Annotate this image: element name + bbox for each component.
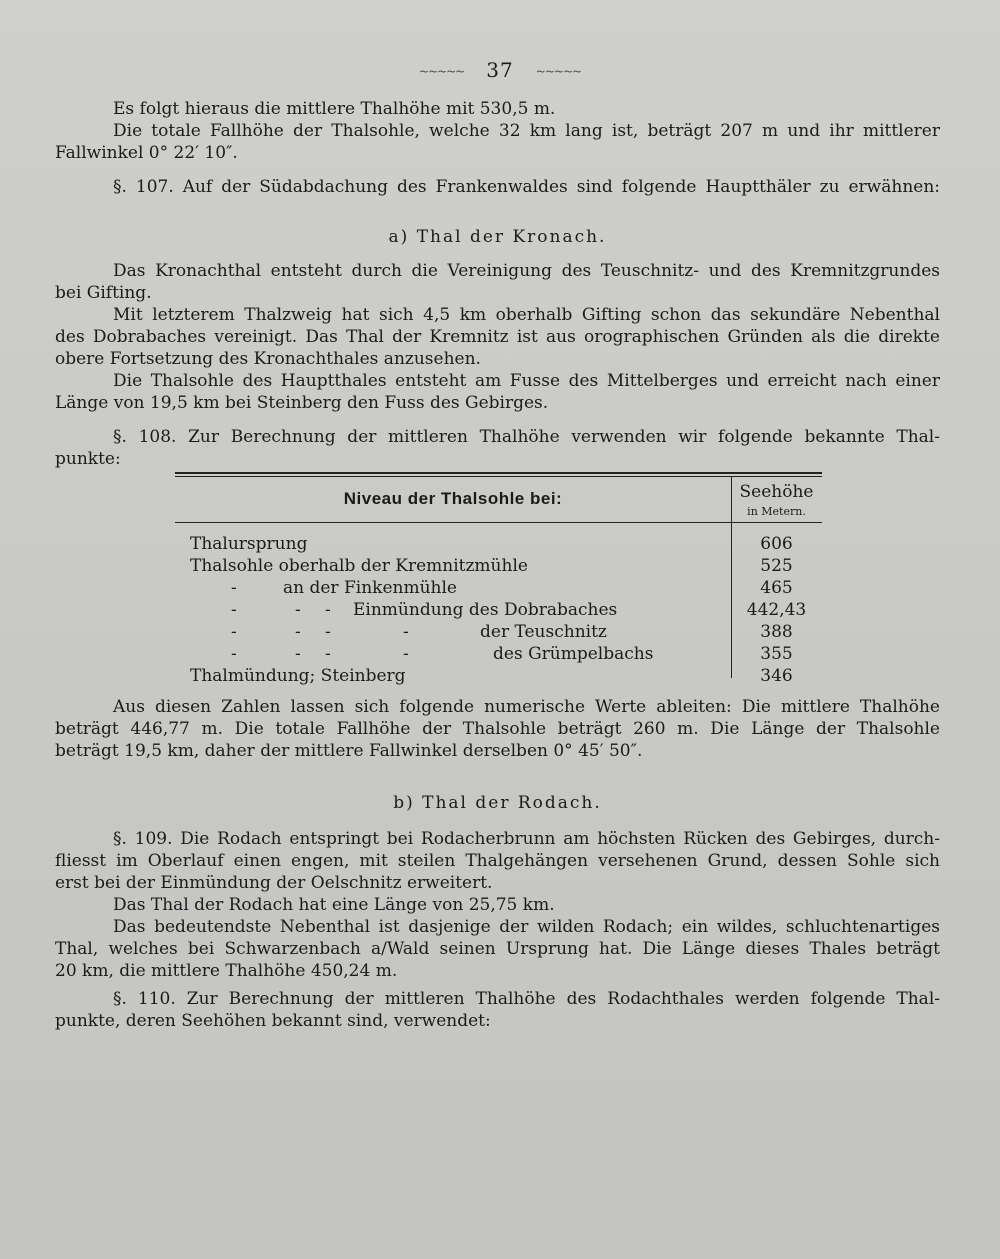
table-header-unit: in Metern. (747, 505, 806, 518)
text-line: beträgt 19,5 km, daher der mittlere Fallwinkel derselben 0° 45′ 50″. (55, 741, 643, 761)
text-line: §. 108. Zur Berechnung der mittleren Thalhöhe verwenden wir folgende bekannte Thal- (113, 427, 940, 447)
intro-block (55, 98, 940, 164)
ditto-mark: - (231, 578, 237, 598)
ditto-mark: - (403, 644, 409, 664)
table-row (175, 578, 822, 600)
text-line: 20 km, die mittlere Thalhöhe 450,24 m. (55, 961, 398, 981)
row-value: 346 (760, 666, 793, 686)
text-line: beträgt 446,77 m. Die totale Fallhöhe der Thalsohle beträgt 260 m. Die Länge der Thalsohle (55, 719, 940, 739)
text-line: §. 107. Auf der Südabdachung des Frankenwaldes sind folgende Hauptthäler zu erwähnen: (113, 177, 940, 197)
text-line: Die totale Fallhöhe der Thalsohle, welche 32 km lang ist, beträgt 207 m und ihr mittlerer (113, 121, 940, 141)
ditto-mark: - (325, 644, 331, 664)
text-line: bei Gifting. (55, 283, 152, 303)
table-header-level: Niveau der Thalsohle bei: (343, 489, 563, 508)
row-value: 525 (760, 556, 793, 576)
paragraph-kronach (55, 260, 940, 414)
ditto-mark: - (231, 644, 237, 664)
row-label: Thalmündung; Steinberg (190, 666, 406, 686)
table-row (175, 666, 822, 688)
table-header-rule (175, 522, 822, 523)
row-label: Einmündung des Dobrabaches (353, 600, 618, 620)
row-label: Thalsohle oberhalb der Kremnitzmühle (190, 556, 528, 576)
ditto-mark: - (295, 644, 301, 664)
paragraph-after-table (55, 696, 940, 762)
section-110 (55, 988, 940, 1032)
table-row (175, 644, 822, 666)
row-value: 606 (760, 534, 793, 554)
page-number: 37 (486, 58, 514, 82)
text-line: obere Fortsetzung des Kronachthales anzusehen. (55, 349, 481, 369)
table-header-elevation: Seehöhe (739, 482, 814, 502)
section-heading: a) Thal der Kronach. (388, 227, 607, 247)
ditto-mark: - (231, 622, 237, 642)
text-line: punkte: (55, 449, 121, 469)
row-label: des Grümpelbachs (493, 644, 654, 664)
text-line: Die Thalsohle des Hauptthales entsteht am Fusse des Mittelberges und erreicht nach einer (113, 371, 940, 391)
row-label: Thalursprung (190, 534, 308, 554)
row-value: 355 (760, 644, 793, 664)
ditto-mark: - (295, 600, 301, 620)
table-rule (175, 476, 822, 477)
ditto-mark: - (325, 622, 331, 642)
section-108 (55, 426, 940, 470)
section-107 (55, 176, 940, 198)
ditto-mark: - (231, 600, 237, 620)
row-value: 442,43 (746, 600, 807, 620)
text-line: Das Kronachthal entsteht durch die Vereinigung des Teuschnitz- und des Kremnitzgrundes (113, 261, 940, 281)
row-label: an der Finkenmühle (283, 578, 457, 598)
text-line: Mit letzterem Thalzweig hat sich 4,5 km oberhalb Gifting schon das sekundäre Nebenthal (113, 305, 940, 325)
page-number-line (0, 58, 1000, 82)
text-line: Es folgt hieraus die mittlere Thalhöhe mit 530,5 m. (113, 99, 556, 119)
text-line: Das bedeutendste Nebenthal ist dasjenige der wilden Rodach; ein wildes, schluchtenartiges (113, 917, 940, 937)
elevation-table (175, 472, 822, 690)
table-row (175, 556, 822, 578)
ornament-left: ~~~~~ (418, 64, 465, 79)
text-line: erst bei der Einmündung der Oelschnitz erweitert. (55, 873, 493, 893)
text-line: Das Thal der Rodach hat eine Länge von 25,75 km. (113, 895, 555, 915)
row-value: 465 (760, 578, 793, 598)
table-row (175, 600, 822, 622)
row-label: der Teuschnitz (480, 622, 607, 642)
table-rule (175, 472, 822, 474)
text-line: punkte, deren Seehöhen bekannt sind, verwendet: (55, 1011, 491, 1031)
ditto-mark: - (325, 600, 331, 620)
text-line: §. 109. Die Rodach entspringt bei Rodacherbrunn am höchsten Rücken des Gebirges, durch- (113, 829, 940, 849)
table-row (175, 534, 822, 556)
text-line: Länge von 19,5 km bei Steinberg den Fuss des Gebirges. (55, 393, 549, 413)
text-line: Fallwinkel 0° 22′ 10″. (55, 143, 238, 163)
ditto-mark: - (295, 622, 301, 642)
table-row (175, 622, 822, 644)
text-line: fliesst im Oberlauf einen engen, mit steilen Thalgehängen versehenen Grund, dessen Sohle sich (55, 851, 940, 871)
ditto-mark: - (403, 622, 409, 642)
row-value: 388 (760, 622, 793, 642)
text-line: Aus diesen Zahlen lassen sich folgende numerische Werte ableiten: Die mittlere Thalhöhe (113, 697, 940, 717)
ornament-right: ~~~~~ (535, 64, 582, 79)
heading-rodach (55, 792, 940, 814)
text-line: des Dobrabaches vereinigt. Das Thal der Kremnitz ist aus orographischen Gründen als die direkte (55, 327, 940, 347)
heading-kronach (55, 226, 940, 248)
text-line: Thal, welches bei Schwarzenbach a/Wald seinen Ursprung hat. Die Länge dieses Thales beträgt (55, 939, 940, 959)
section-heading: b) Thal der Rodach. (393, 793, 602, 813)
text-line: §. 110. Zur Berechnung der mittleren Thalhöhe des Rodachthales werden folgende Thal- (113, 989, 940, 1009)
paragraph-rodach (55, 828, 940, 982)
